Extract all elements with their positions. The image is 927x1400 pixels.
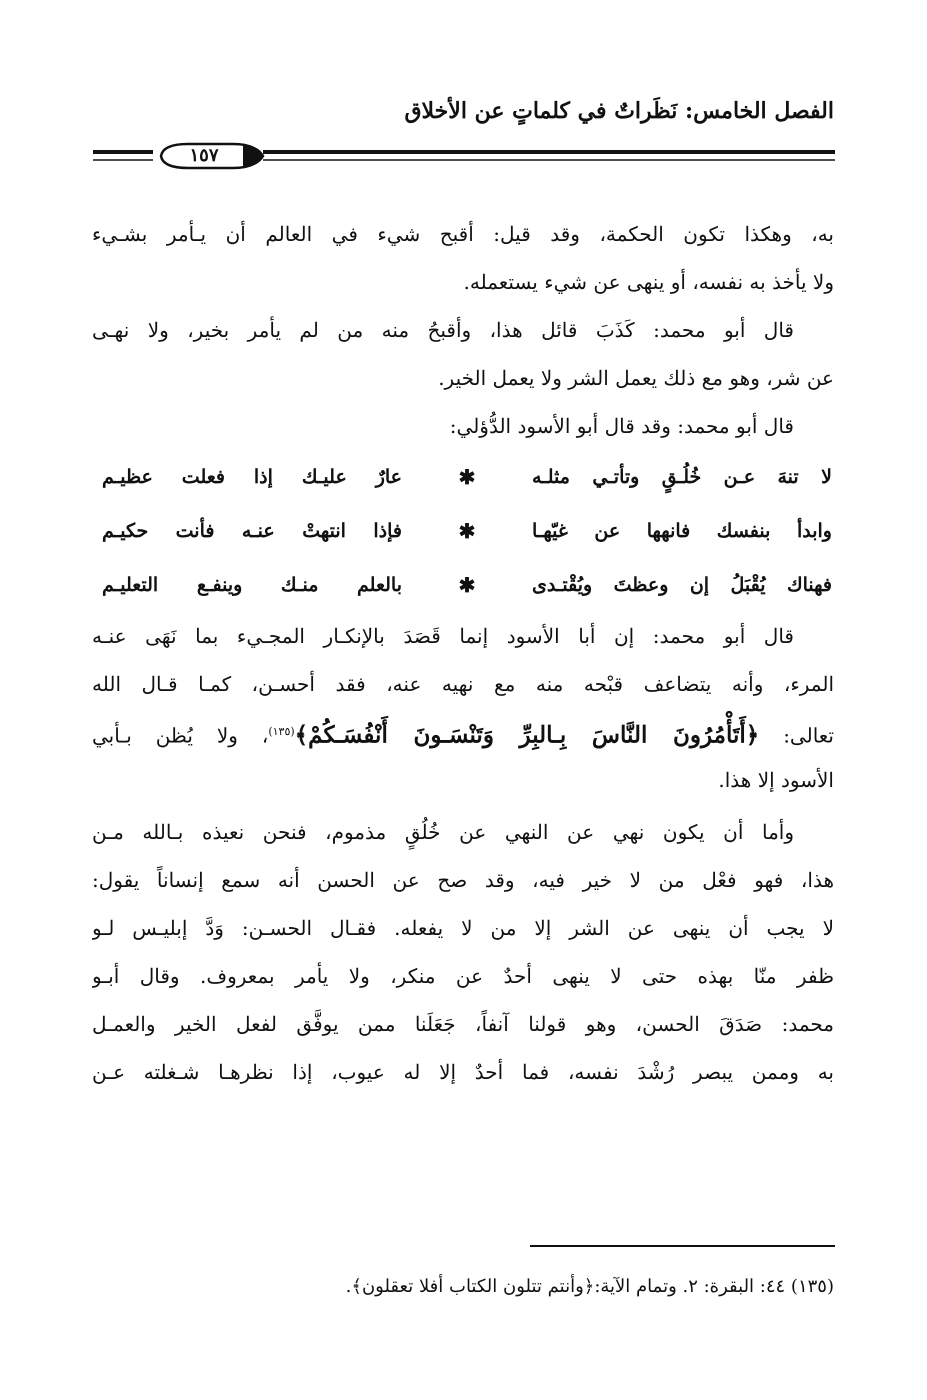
verse-separator-icon: ✱ — [458, 573, 476, 597]
text-line: وأما أن يكون نهي عن النهي عن خُلُقٍ مذموم، فنحن نعيذه بـالله مـن — [92, 820, 794, 844]
text-line: به، وهكذا تكون الحكمة، وقد قيل: أقبح شيء في العالم أن يـأمر بشـيء — [92, 222, 834, 246]
verse-separator-icon: ✱ — [458, 465, 476, 489]
footnote-reference: (١٣٥) — [268, 725, 295, 738]
poem-verse — [92, 450, 834, 504]
verse-first-half: لا تنهَ عـن خُلُـقٍ وتأتـي مثلـه — [532, 466, 832, 488]
poem-verse — [92, 504, 834, 558]
verse-second-half: بالعلم منـك وينفـع التعليـم — [102, 574, 402, 596]
page-number: ١٥٧ — [189, 145, 219, 166]
text-line-quran — [92, 708, 834, 756]
text-line: هذا، فهو فعْل من لا خير فيه، وقد صح عن الحسن أنه سمع إنساناً يقول: — [92, 868, 834, 892]
text-fragment: ، ولا يُظن بـأبي — [92, 723, 269, 748]
text-line: ظفر منّا بهذه حتى لا ينهى أحدٌ عن منكر، ولا يأمر بمعروف. وقال أبـو — [92, 964, 834, 988]
verse-second-half: عارٌ عليـك إذا فعلت عظيـم — [102, 466, 402, 488]
text-line: لا يجب أن ينهى عن الشر إلا من لا يفعله. فقـال الحسـن: وَدَّ إبليـس لـو — [92, 916, 834, 940]
text-line: عن شر، وهو مع ذلك يعمل الشر ولا يعمل الخير. — [438, 366, 834, 390]
verse-first-half: فهناك يُقْبَلُ إن وعظتَ ويُقْتـدى — [532, 574, 832, 596]
quran-verse: ﴿أَتَأْمُرُونَ النَّاسَ بِـالبِرِّ وَتَنْسَـونَ أَنْفُسَـكُمْ﴾ — [294, 721, 760, 749]
text-line: قال أبو محمد: كَذَبَ قائل هذا، وأقبحُ منه من لم يأمر بخير، ولا نهـى — [92, 318, 794, 342]
text-fragment: تعالى: — [759, 723, 834, 748]
poem-verse — [92, 558, 834, 612]
footnote: (١٣٥) ٤٤: البقرة: ٢. وتمام الآية:﴿وأنتم تتلون الكتاب أفلا تعقلون﴾. — [345, 1276, 834, 1297]
text-line: ولا يأخذ به نفسه، أو ينهى عن شيء يستعمله. — [463, 270, 834, 294]
page-body — [92, 210, 834, 1096]
text-line: به وممن يبصر رُشْدَ نفسه، فما أحدٌ إلا له عيوب، إذا نظرهـا شـغلته عـن — [92, 1060, 834, 1084]
text-line: محمد: صَدَقَ الحسن، وهو قولنا آنفاً، جَعَلَنا ممن يوفَّق لفعل الخير والعمـل — [92, 1012, 834, 1036]
text-line: المرء، وأنه يتضاعف قبْحه منه مع نهيه عنه، فقد أحسـن، كمـا قـال الله — [92, 672, 834, 696]
verse-first-half: وابدأ بنفسك فانهها عن غيّهـا — [532, 520, 832, 542]
verse-separator-icon: ✱ — [458, 519, 476, 543]
verse-second-half: فإذا انتهتْ عنـه فأنت حكيـم — [102, 520, 402, 542]
text-line: قال أبو محمد: وقد قال أبو الأسود الدُّؤلي: — [449, 414, 794, 438]
chapter-title: الفصل الخامس: نَظَراتٌ في كلماتٍ عن الأخلاق — [404, 98, 834, 124]
footnote-divider — [530, 1245, 835, 1247]
text-line: الأسود إلا هذا. — [718, 768, 834, 792]
text-line: قال أبو محمد: إن أبا الأسود إنما قَصَدَ بالإنكـار المجـيء بما نَهَى عنـه — [92, 624, 794, 648]
